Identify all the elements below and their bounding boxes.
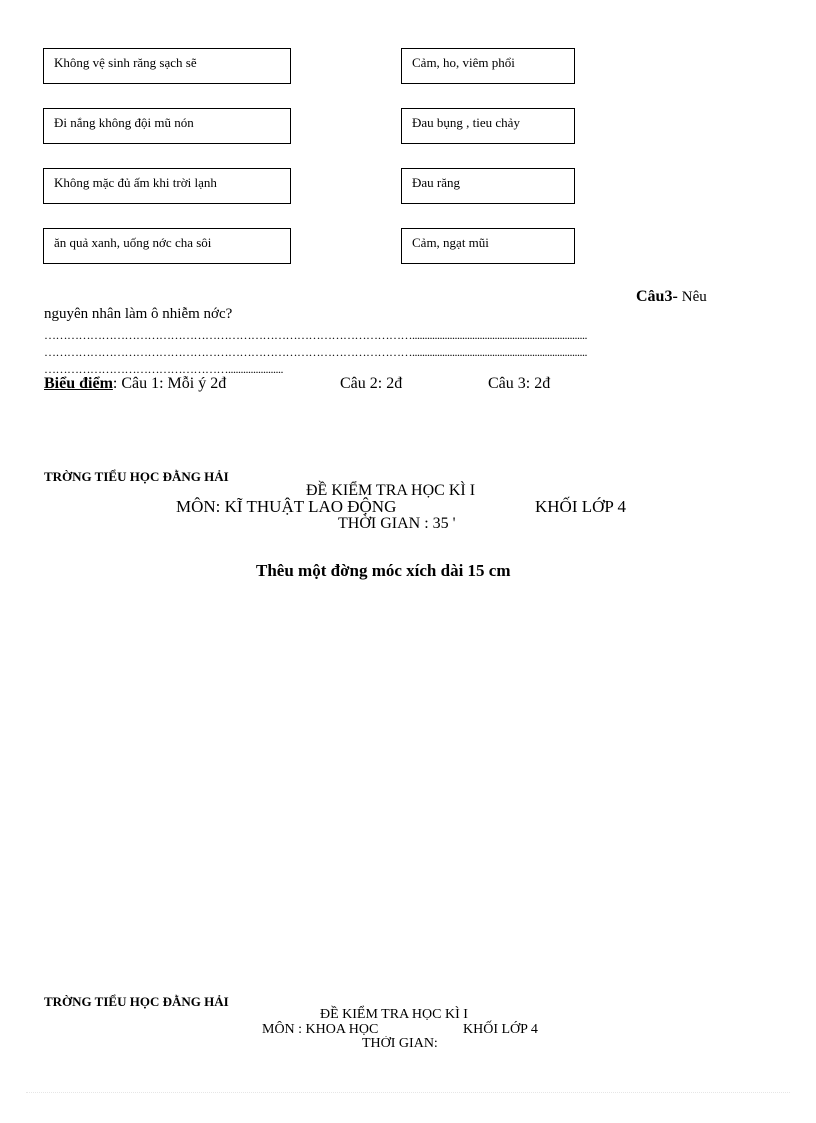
question-3-text: nguyên nhân làm ô nhiễm nớc?	[44, 306, 233, 322]
answer-line-2: ……………………………………………………………………………………......................................................................	[44, 346, 587, 358]
exam-title-1: ĐỀ KIỂM TRA HỌC KÌ I	[306, 482, 476, 499]
scoring-line	[44, 375, 226, 393]
time-2: THỜI GIAN:	[362, 1036, 438, 1048]
question-3-label: Câu3-	[636, 288, 678, 305]
effect-box-4: Cảm, ngạt mũi	[401, 228, 575, 264]
scoring-item-3: Câu 3: 2đ	[488, 375, 551, 392]
scoring-item-1: : Câu 1: Mỗi ý 2đ	[112, 375, 227, 392]
exam-title-2: ĐỀ KIỂM TRA HỌC KÌ I	[320, 1007, 468, 1022]
subject-2: MÔN : KHOA HỌC	[262, 1022, 379, 1037]
scoring-item-2: Câu 2: 2đ	[340, 375, 403, 392]
question-3-heading	[636, 288, 707, 306]
school-name-2: TRỜNG TIỂU HỌC ĐẰNG HẢI	[44, 994, 229, 1009]
effect-box-1: Cảm, ho, viêm phổi	[401, 48, 575, 84]
scoring-label: Biểu điểm	[44, 375, 113, 392]
subject-1: MÔN: KĨ THUẬT LAO ĐỘNG	[176, 497, 397, 516]
cause-box-1: Không vệ sinh răng sạch sẽ	[43, 48, 291, 84]
page-bottom-edge	[26, 1092, 790, 1093]
grade-1: KHỐI LỚP 4	[535, 497, 626, 516]
school-name-1: TRỜNG TIỂU HỌC ĐẰNG HẢI	[44, 469, 229, 484]
question-3-text-start: Nêu	[681, 289, 707, 305]
cause-box-2: Đi nắng không đội mũ nón	[43, 108, 291, 144]
task-title: Thêu một đờng móc xích dài 15 cm	[256, 561, 511, 580]
grade-2: KHỐI LỚP 4	[463, 1022, 538, 1037]
time-1: THỜI GIAN : 35 '	[338, 515, 456, 532]
answer-line-1: ……………………………………………………………………………………......................................................................	[44, 329, 587, 341]
cause-box-4: ăn quả xanh, uống nớc cha sôi	[43, 228, 291, 264]
cause-box-3: Không mặc đủ ấm khi trời lạnh	[43, 168, 291, 204]
effect-box-2: Đau bụng , tieu chảy	[401, 108, 575, 144]
answer-line-3: …………………………………………......................	[44, 363, 283, 375]
effect-box-3: Đau răng	[401, 168, 575, 204]
